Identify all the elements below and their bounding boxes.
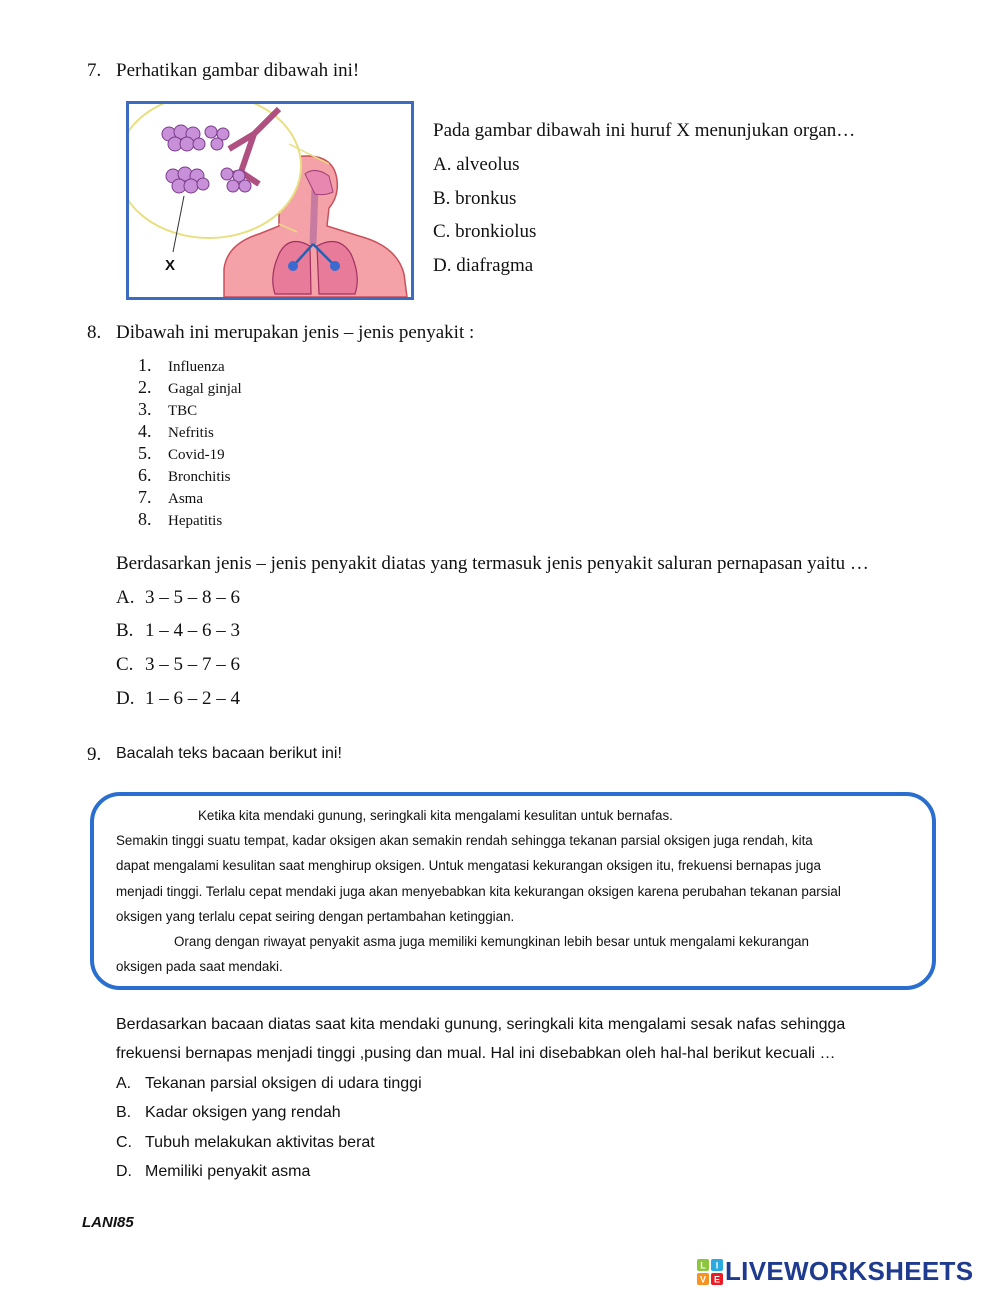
q9-option-a[interactable] (116, 1075, 422, 1093)
option-letter: C. (116, 654, 134, 675)
option-text: Tekanan parsial oksigen di udara tinggi (145, 1075, 422, 1092)
passage-line: Orang dengan riwayat penyakit asma juga memiliki kemungkinan lebih besar untuk mengalami kekurangan (174, 934, 809, 949)
option-letter: D. (116, 688, 135, 709)
q7-option-b[interactable]: B. bronkus (433, 188, 517, 209)
disease-list-item (138, 487, 203, 508)
option-text: Tubuh melakukan aktivitas berat (145, 1134, 375, 1151)
q9-question-line: Berdasarkan bacaan diatas saat kita mendaki gunung, seringkali kita mengalami sesak nafas sehingga (116, 1016, 846, 1033)
q7-question: Pada gambar dibawah ini huruf X menunjukan organ… (433, 120, 856, 141)
q8-number: 8. (87, 322, 102, 343)
disease-list-item (138, 421, 214, 442)
q8-prompt: Dibawah ini merupakan jenis – jenis penyakit : (116, 322, 475, 343)
q7-prompt: Perhatikan gambar dibawah ini! (116, 60, 360, 81)
passage-line: oksigen yang terlalu cepat seiring dengan pertambahan ketinggian. (116, 909, 515, 924)
disease-number: 7. (138, 487, 152, 507)
passage-line: Semakin tinggi suatu tempat, kadar oksigen akan semakin rendah sehingga tekanan parsial oksigen juga rendah, kita (116, 833, 813, 848)
disease-list-item (138, 509, 222, 530)
disease-list-item (138, 355, 225, 376)
passage-line: dapat mengalami kesulitan saat menghirup oksigen. Untuk mengatasi kekurangan oksigen itu, frekuensi bernapas juga (116, 858, 821, 873)
option-letter: B. (116, 1104, 132, 1121)
disease-number: 6. (138, 465, 152, 485)
q9-option-b[interactable] (116, 1104, 341, 1122)
disease-name: Covid-19 (168, 447, 225, 463)
figure-label-x: X (165, 257, 176, 274)
disease-number: 8. (138, 509, 152, 529)
q8-option-c[interactable] (116, 654, 240, 676)
disease-number: 5. (138, 443, 152, 463)
author-credit: LANI85 (82, 1214, 134, 1231)
q9-question-line: frekuensi bernapas menjadi tinggi ,pusing dan mual. Hal ini disebabkan oleh hal-hal berikut kecuali … (116, 1045, 836, 1062)
disease-name: Bronchitis (168, 469, 231, 485)
q8-option-b[interactable] (116, 620, 240, 642)
liveworksheets-logo[interactable] (697, 1256, 973, 1287)
disease-number: 4. (138, 421, 152, 441)
liveworksheets-icon (697, 1259, 723, 1285)
option-text: Memiliki penyakit asma (145, 1163, 311, 1180)
disease-list-item (138, 465, 231, 486)
option-text: 3 – 5 – 8 – 6 (145, 587, 240, 608)
q8-option-d[interactable] (116, 688, 240, 710)
q7-option-a[interactable]: A. alveolus (433, 154, 520, 175)
option-letter: C. (116, 1134, 132, 1151)
disease-list-item (138, 377, 242, 398)
q7-number: 7. (87, 60, 102, 81)
q8-option-a[interactable] (116, 587, 240, 609)
disease-number: 1. (138, 355, 152, 375)
q9-option-d[interactable] (116, 1163, 310, 1181)
option-text: 1 – 6 – 2 – 4 (145, 688, 240, 709)
q7-option-d[interactable]: D. diafragma (433, 255, 534, 276)
liveworksheets-wordmark: LIVEWORKSHEETS (725, 1256, 974, 1286)
q7-option-c[interactable]: C. bronkiolus (433, 221, 537, 242)
option-text: Kadar oksigen yang rendah (145, 1104, 341, 1121)
option-letter: D. (116, 1163, 132, 1180)
disease-list-item (138, 399, 197, 420)
passage-line: menjadi tinggi. Terlalu cepat mendaki juga akan menyebabkan kita kekurangan oksigen karena perubahan tekanan parsial (116, 884, 841, 899)
option-letter: A. (116, 587, 135, 608)
option-text: 3 – 5 – 7 – 6 (145, 654, 240, 675)
respiratory-system-diagram-icon (129, 104, 411, 297)
q9-prompt: Bacalah teks bacaan berikut ini! (116, 745, 342, 762)
q9-number: 9. (87, 744, 102, 765)
q9-option-c[interactable] (116, 1134, 375, 1152)
option-text: 1 – 4 – 6 – 3 (145, 620, 240, 641)
disease-list-item (138, 443, 225, 464)
svg-text:L: L (700, 1260, 706, 1270)
svg-text:V: V (699, 1274, 707, 1284)
q7-figure (126, 101, 414, 300)
disease-name: Asma (168, 491, 203, 507)
disease-name: Gagal ginjal (168, 381, 242, 397)
svg-text:I: I (715, 1260, 719, 1270)
disease-name: TBC (168, 403, 198, 419)
svg-text:E: E (713, 1274, 721, 1284)
disease-name: Nefritis (168, 425, 214, 441)
option-letter: B. (116, 620, 134, 641)
passage-line: oksigen pada saat mendaki. (116, 959, 283, 974)
disease-number: 2. (138, 377, 152, 397)
q8-question: Berdasarkan jenis – jenis penyakit diatas yang termasuk jenis penyakit saluran pernapasan yaitu … (116, 553, 869, 574)
disease-name: Influenza (168, 359, 225, 375)
passage-line: Ketika kita mendaki gunung, seringkali kita mengalami kesulitan untuk bernafas. (198, 808, 673, 823)
disease-number: 3. (138, 399, 152, 419)
option-letter: A. (116, 1075, 132, 1092)
disease-name: Hepatitis (168, 513, 223, 529)
